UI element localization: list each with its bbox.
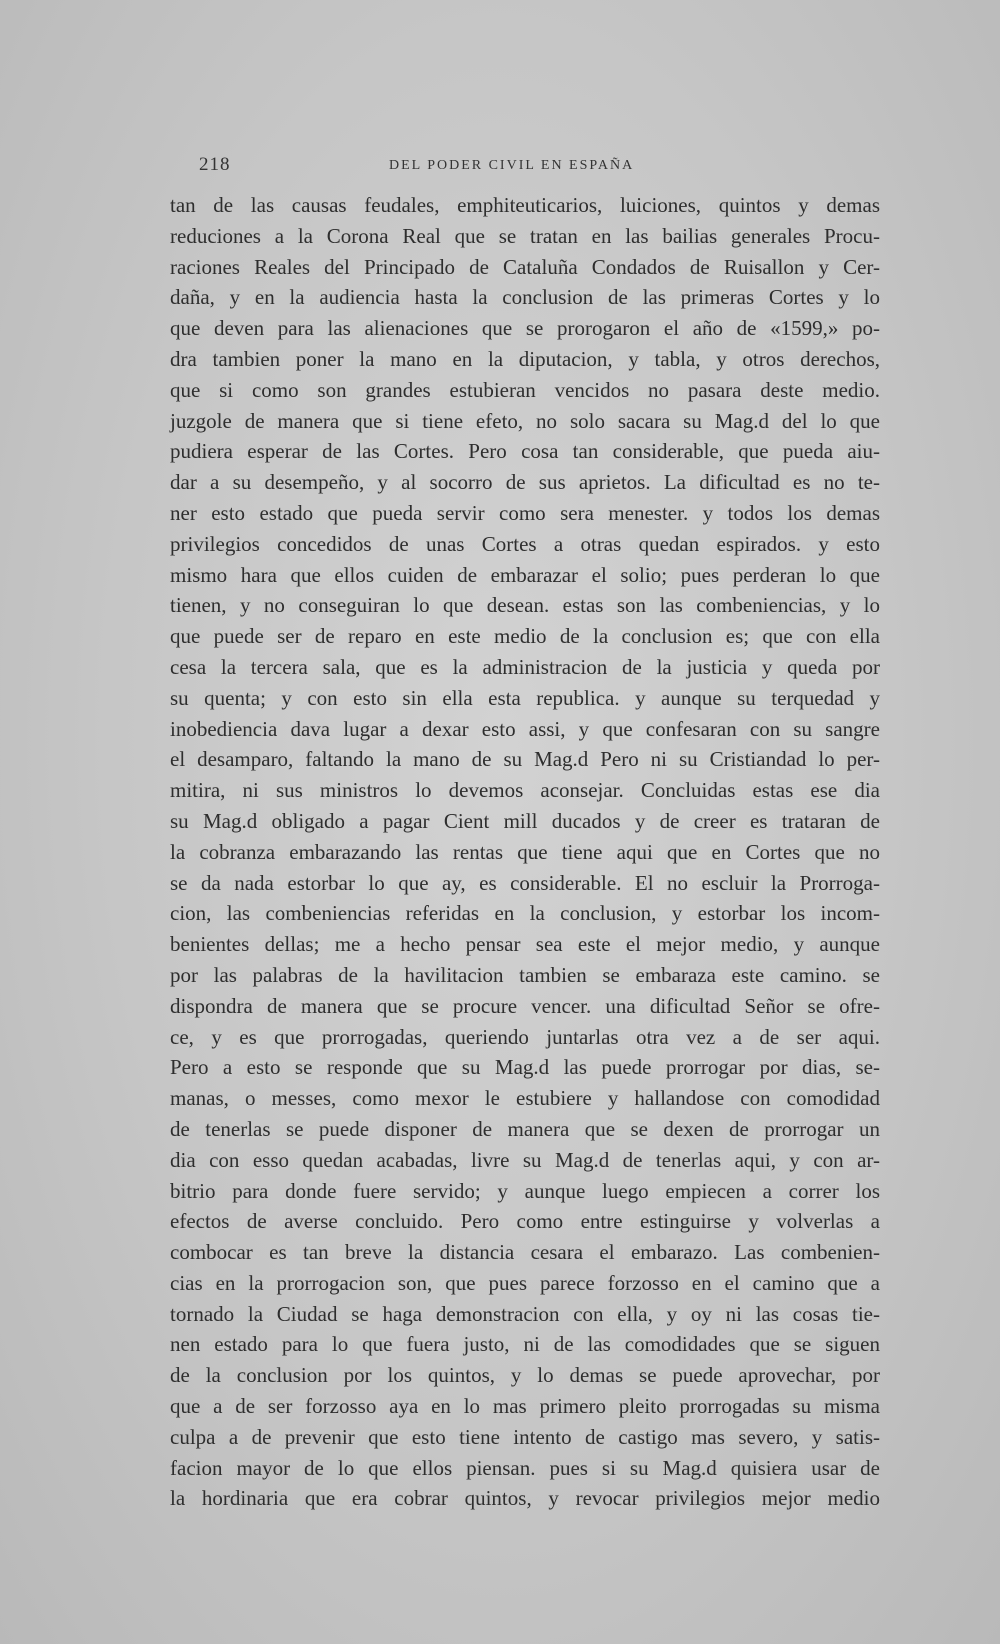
text-line: que a de ser forzosso aya en lo mas primero pleito prorrogadas su misma [170, 1394, 880, 1419]
text-line: cias en la prorrogacion son, que pues parece forzosso en el camino que a [170, 1270, 880, 1295]
text-line: la hordinaria que era cobrar quintos, y revocar privilegios mejor medio [170, 1486, 880, 1511]
text-line: por las palabras de la havilitacion tambien se embaraza este camino. se [170, 962, 880, 987]
text-line: la cobranza embarazando las rentas que tiene aqui que en Cortes que no [170, 839, 880, 864]
text-line: efectos de averse concluido. Pero como entre estinguirse y volverlas a [170, 1209, 880, 1234]
text-line: mitira, ni sus ministros lo devemos aconsejar. Concluidas estas ese dia [170, 778, 880, 803]
text-line: mismo hara que ellos cuiden de embarazar el solio; pues perderan lo que [170, 562, 880, 587]
text-line: se da nada estorbar lo que ay, es considerable. El no escluir la Prorroga- [170, 870, 880, 895]
text-line: bitrio para donde fuere servido; y aunque luego empiecen a correr los [170, 1178, 880, 1203]
text-line: daña, y en la audiencia hasta la conclusion de las primeras Cortes y lo [170, 285, 880, 310]
text-line: pudiera esperar de las Cortes. Pero cosa tan considerable, que pueda aiu- [170, 439, 880, 464]
running-head [199, 154, 879, 180]
text-line: nen estado para lo que fuera justo, ni de las comodidades que se siguen [170, 1332, 880, 1357]
page-number: 218 [199, 154, 231, 175]
text-line: ce, y es que prorrogadas, queriendo juntarlas otra vez a de ser aqui. [170, 1024, 880, 1049]
text-line: dispondra de manera que se procure vencer. una dificultad Señor se ofre- [170, 993, 880, 1018]
text-line: cion, las combeniencias referidas en la conclusion, y estorbar los incom- [170, 901, 880, 926]
text-line: tornado la Ciudad se haga demonstracion con ella, y oy ni las cosas tie- [170, 1301, 880, 1326]
body-text [170, 190, 880, 1514]
text-line: manas, o messes, como mexor le estubiere y hallandose con comodidad [170, 1086, 880, 1111]
text-line: tienen, y no conseguiran lo que desean. estas son las combeniencias, y lo [170, 593, 880, 618]
text-line: dar a su desempeño, y al socorro de sus aprietos. La dificultad es no te- [170, 470, 880, 495]
text-line: dia con esso quedan acabadas, livre su Mag.d de tenerlas aqui, y con ar- [170, 1147, 880, 1172]
text-line: su quenta; y con esto sin ella esta republica. y aunque su terquedad y [170, 685, 880, 710]
text-line: inobediencia dava lugar a dexar esto assi, y que confesaran con su sangre [170, 716, 880, 741]
text-line: de la conclusion por los quintos, y lo demas se puede aprovechar, por [170, 1363, 880, 1388]
text-line: combocar es tan breve la distancia cesara el embarazo. Las combenien- [170, 1240, 880, 1265]
text-line: facion mayor de lo que ellos piensan. pues si su Mag.d quisiera usar de [170, 1455, 880, 1480]
text-line: privilegios concedidos de unas Cortes a otras quedan espirados. y esto [170, 531, 880, 556]
text-line: tan de las causas feudales, emphiteuticarios, luiciones, quintos y demas [170, 193, 880, 217]
text-line: que puede ser de reparo en este medio de la conclusion es; que con ella [170, 624, 880, 649]
text-line: su Mag.d obligado a pagar Cient mill ducados y de creer es trataran de [170, 808, 880, 833]
text-line: de tenerlas se puede disponer de manera que se dexen de prorrogar un [170, 1116, 880, 1141]
text-line: que deven para las alienaciones que se prorogaron el año de «1599,» po- [170, 316, 880, 341]
text-line: reduciones a la Corona Real que se tratan en las bailias generales Procu- [170, 223, 880, 248]
text-line: juzgole de manera que si tiene efeto, no solo sacara su Mag.d del lo que [170, 408, 880, 433]
text-line: dra tambien poner la mano en la diputacion, y tabla, y otros derechos, [170, 346, 880, 371]
text-line: benientes dellas; me a hecho pensar sea este el mejor medio, y aunque [170, 932, 880, 957]
running-title: DEL PODER CIVIL EN ESPAÑA [389, 158, 635, 173]
text-line: raciones Reales del Principado de Cataluña Condados de Ruisallon y Cer- [170, 254, 880, 279]
text-line: ner esto estado que pueda servir como sera menester. y todos los demas [170, 500, 880, 525]
text-line: culpa a de prevenir que esto tiene intento de castigo mas severo, y satis- [170, 1424, 880, 1449]
text-line: cesa la tercera sala, que es la administracion de la justicia y queda por [170, 654, 880, 679]
text-line: Pero a esto se responde que su Mag.d las puede prorrogar por dias, se- [170, 1055, 880, 1080]
text-line: que si como son grandes estubieran vencidos no pasara deste medio. [170, 377, 880, 402]
text-line: el desamparo, faltando la mano de su Mag.d Pero ni su Cristiandad lo per- [170, 747, 880, 772]
